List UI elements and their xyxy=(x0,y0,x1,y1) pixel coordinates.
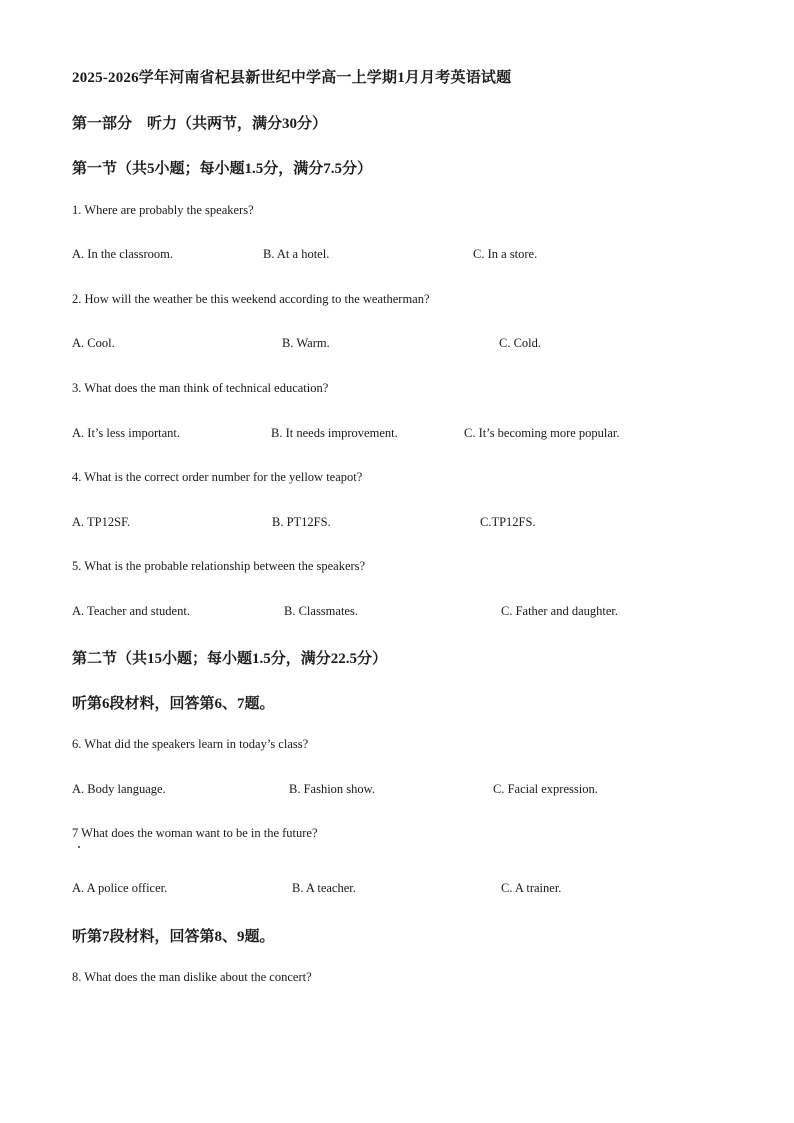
question-2-option-c: C. Cold. xyxy=(499,336,542,350)
question-7-option-c: C. A trainer. xyxy=(501,881,562,895)
part1-heading: 第一部分 听力（共两节，满分30分） xyxy=(72,116,328,132)
question-1-option-b: B. At a hotel. xyxy=(263,247,330,261)
section1-heading: 第一节（共5小题；每小题1.5分，满分7.5分） xyxy=(72,161,373,177)
question-4-option-b: B. PT12FS. xyxy=(272,515,331,529)
question-4-stem: 4. What is the correct order number for the yellow teapot? xyxy=(72,470,363,484)
question-1-option-c: C. In a store. xyxy=(473,247,538,261)
question-5-option-b: B. Classmates. xyxy=(284,604,358,618)
question-7-stem: 7 What does the woman want to be in the future? xyxy=(72,826,318,840)
question-6-option-b: B. Fashion show. xyxy=(289,782,376,796)
question-6-option-a: A. Body language. xyxy=(72,782,166,796)
stray-mark xyxy=(78,846,80,848)
question-6-option-c: C. Facial expression. xyxy=(493,782,598,796)
question-4-option-a: A. TP12SF. xyxy=(72,515,131,529)
question-7-option-b: B. A teacher. xyxy=(292,881,356,895)
question-1-option-a: A. In the classroom. xyxy=(72,247,174,261)
question-5-option-c: C. Father and daughter. xyxy=(501,604,618,618)
question-8-stem: 8. What does the man dislike about the concert? xyxy=(72,970,312,984)
question-5-stem: 5. What is the probable relationship between the speakers? xyxy=(72,559,366,573)
passage-6-heading: 听第6段材料，回答第6、7题。 xyxy=(72,696,275,712)
question-2-option-a: A. Cool. xyxy=(72,336,115,350)
question-4-option-c: C.TP12FS. xyxy=(480,515,536,529)
question-3-stem: 3. What does the man think of technical education? xyxy=(72,381,329,395)
question-6-stem: 6. What did the speakers learn in today’s class? xyxy=(72,737,309,751)
passage-7-heading: 听第7段材料，回答第8、9题。 xyxy=(72,929,275,945)
question-3-option-b: B. It needs improvement. xyxy=(271,426,398,440)
section2-heading: 第二节（共15小题；每小题1.5分，满分22.5分） xyxy=(72,651,388,667)
question-3-option-a: A. It’s less important. xyxy=(72,426,180,440)
question-7-option-a: A. A police officer. xyxy=(72,881,168,895)
page-title: 2025-2026学年河南省杞县新世纪中学高一上学期1月月考英语试题 xyxy=(72,70,512,86)
question-2-stem: 2. How will the weather be this weekend according to the weatherman? xyxy=(72,292,430,306)
question-2-option-b: B. Warm. xyxy=(282,336,330,350)
question-3-option-c: C. It’s becoming more popular. xyxy=(464,426,620,440)
question-5-option-a: A. Teacher and student. xyxy=(72,604,190,618)
question-1-stem: 1. Where are probably the speakers? xyxy=(72,203,254,217)
